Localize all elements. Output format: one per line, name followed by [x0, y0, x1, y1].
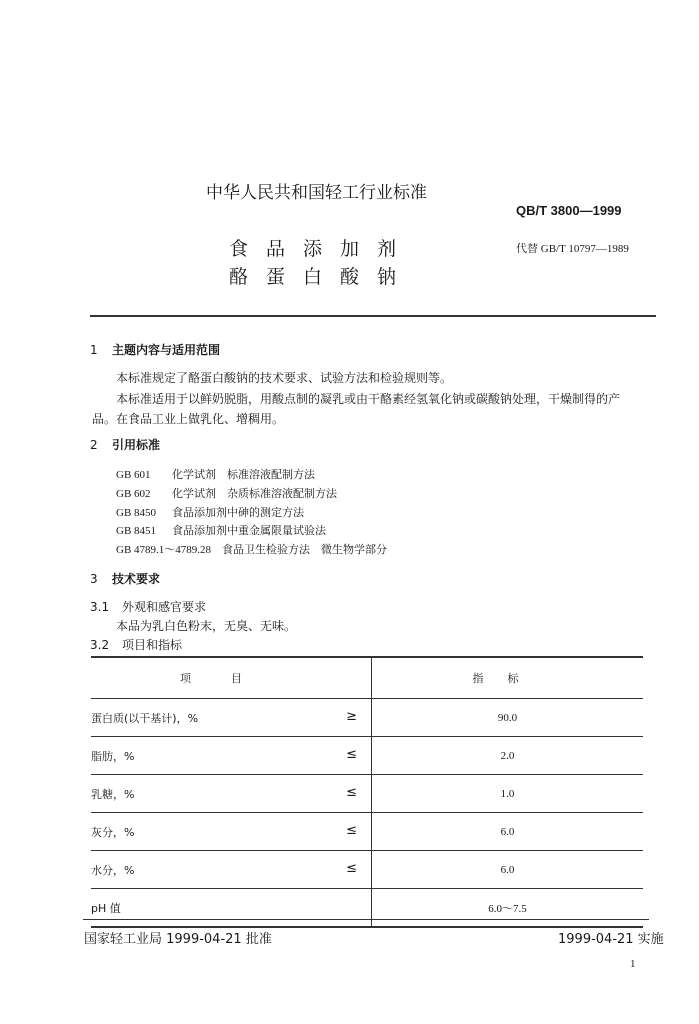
replaces-standard: 代替 GB/T 10797—1989	[516, 243, 629, 255]
subsection-3-2-number: 3.2	[90, 638, 110, 652]
item-cell	[91, 699, 372, 737]
reference-item	[116, 504, 304, 520]
approval-text: 国家轻工业局 1999-04-21 批准	[84, 932, 272, 947]
section-1-heading	[90, 341, 220, 358]
item-cell	[91, 737, 372, 775]
reference-name: 化学试剂 标准溶液配制方法	[172, 469, 315, 481]
section-1-title: 主题内容与适用范围	[112, 343, 221, 357]
section-2-heading	[90, 436, 160, 453]
subsection-3-2-heading	[90, 636, 182, 653]
spec-table	[91, 656, 643, 928]
item-cell	[91, 889, 372, 928]
reference-code: GB 602	[116, 488, 151, 500]
item-cell	[91, 775, 372, 813]
comparison-symbol: ≤	[346, 747, 357, 762]
reference-code: GB 601	[116, 469, 151, 481]
subsection-3-1-number: 3.1	[90, 600, 110, 614]
industry-standard-heading: 中华人民共和国轻工行业标准	[206, 183, 427, 203]
header-rule	[90, 315, 656, 317]
effective-date: 1999-04-21 实施	[558, 932, 664, 947]
value-cell: 6.0	[372, 851, 644, 889]
reference-name: 食品添加剂中砷的测定方法	[172, 507, 304, 519]
table-row	[91, 737, 643, 775]
table-row	[91, 813, 643, 851]
reference-item	[116, 485, 337, 501]
item-name: 水分，%	[91, 863, 135, 877]
section-2-title: 引用标准	[112, 438, 161, 452]
comparison-symbol: ≤	[346, 861, 357, 876]
item-name: 蛋白质(以干基计)，%	[91, 711, 199, 725]
section-1-para-2-line-1: 本标准适用于以鲜奶脱脂，用酸点制的凝乳或由干酪素经氢氧化钠或碳酸钠处理，干燥制得的产	[116, 392, 621, 406]
subsection-3-1-heading	[90, 598, 206, 615]
subsection-3-1-title: 外观和感官要求	[122, 600, 207, 614]
section-1-para-1: 本标准规定了酪蛋白酸钠的技术要求、试验方法和检验规则等。	[116, 371, 453, 385]
subsection-3-2-title: 项目和指标	[122, 638, 183, 652]
reference-item	[116, 541, 387, 557]
standard-code: QB/T 3800—1999	[516, 203, 622, 218]
value-cell: 6.0～7.5	[372, 889, 644, 928]
value-cell: 90.0	[372, 699, 644, 737]
reference-code: GB 8451	[116, 525, 157, 537]
comparison-symbol: ≤	[346, 785, 357, 800]
table-row	[91, 851, 643, 889]
reference-item	[116, 522, 326, 538]
item-name: 乳糖，%	[91, 787, 135, 801]
table-header-row	[91, 657, 643, 699]
section-3-number: 3	[90, 572, 98, 586]
reference-name: 化学试剂 杂质标准溶液配制方法	[172, 488, 337, 500]
subsection-3-1-text: 本品为乳白色粉末，无臭、无味。	[116, 619, 297, 633]
item-name: pH 值	[91, 901, 121, 915]
table-row	[91, 889, 643, 928]
table-row	[91, 699, 643, 737]
value-cell: 2.0	[372, 737, 644, 775]
value-cell: 1.0	[372, 775, 644, 813]
item-name: 脂肪，%	[91, 749, 135, 763]
item-name: 灰分，%	[91, 825, 135, 839]
section-1-number: 1	[90, 343, 98, 357]
header-item: 项目	[180, 672, 282, 685]
reference-name: 食品卫生检验方法 微生物学部分	[222, 544, 388, 556]
title-line-2: 酪蛋白酸钠	[229, 266, 415, 288]
table-row	[91, 775, 643, 813]
section-3-heading	[90, 570, 160, 587]
section-3-title: 技术要求	[112, 572, 161, 586]
comparison-symbol: ≤	[346, 823, 357, 838]
reference-name: 食品添加剂中重金属限量试验法	[172, 525, 326, 537]
page-number: 1	[630, 958, 636, 970]
reference-code: GB 4789.1～4789.28	[116, 544, 212, 556]
comparison-symbol: ≥	[346, 709, 357, 724]
reference-code: GB 8450	[116, 507, 157, 519]
title-line-1: 食品添加剂	[229, 238, 415, 260]
item-cell	[91, 813, 372, 851]
value-cell: 6.0	[372, 813, 644, 851]
header-value: 指标	[372, 657, 644, 699]
section-1-para-2-line-2: 品。在食品工业上做乳化、增稠用。	[92, 412, 285, 426]
item-cell	[91, 851, 372, 889]
footer-rule	[83, 919, 649, 920]
section-2-number: 2	[90, 438, 98, 452]
reference-item	[116, 466, 315, 482]
